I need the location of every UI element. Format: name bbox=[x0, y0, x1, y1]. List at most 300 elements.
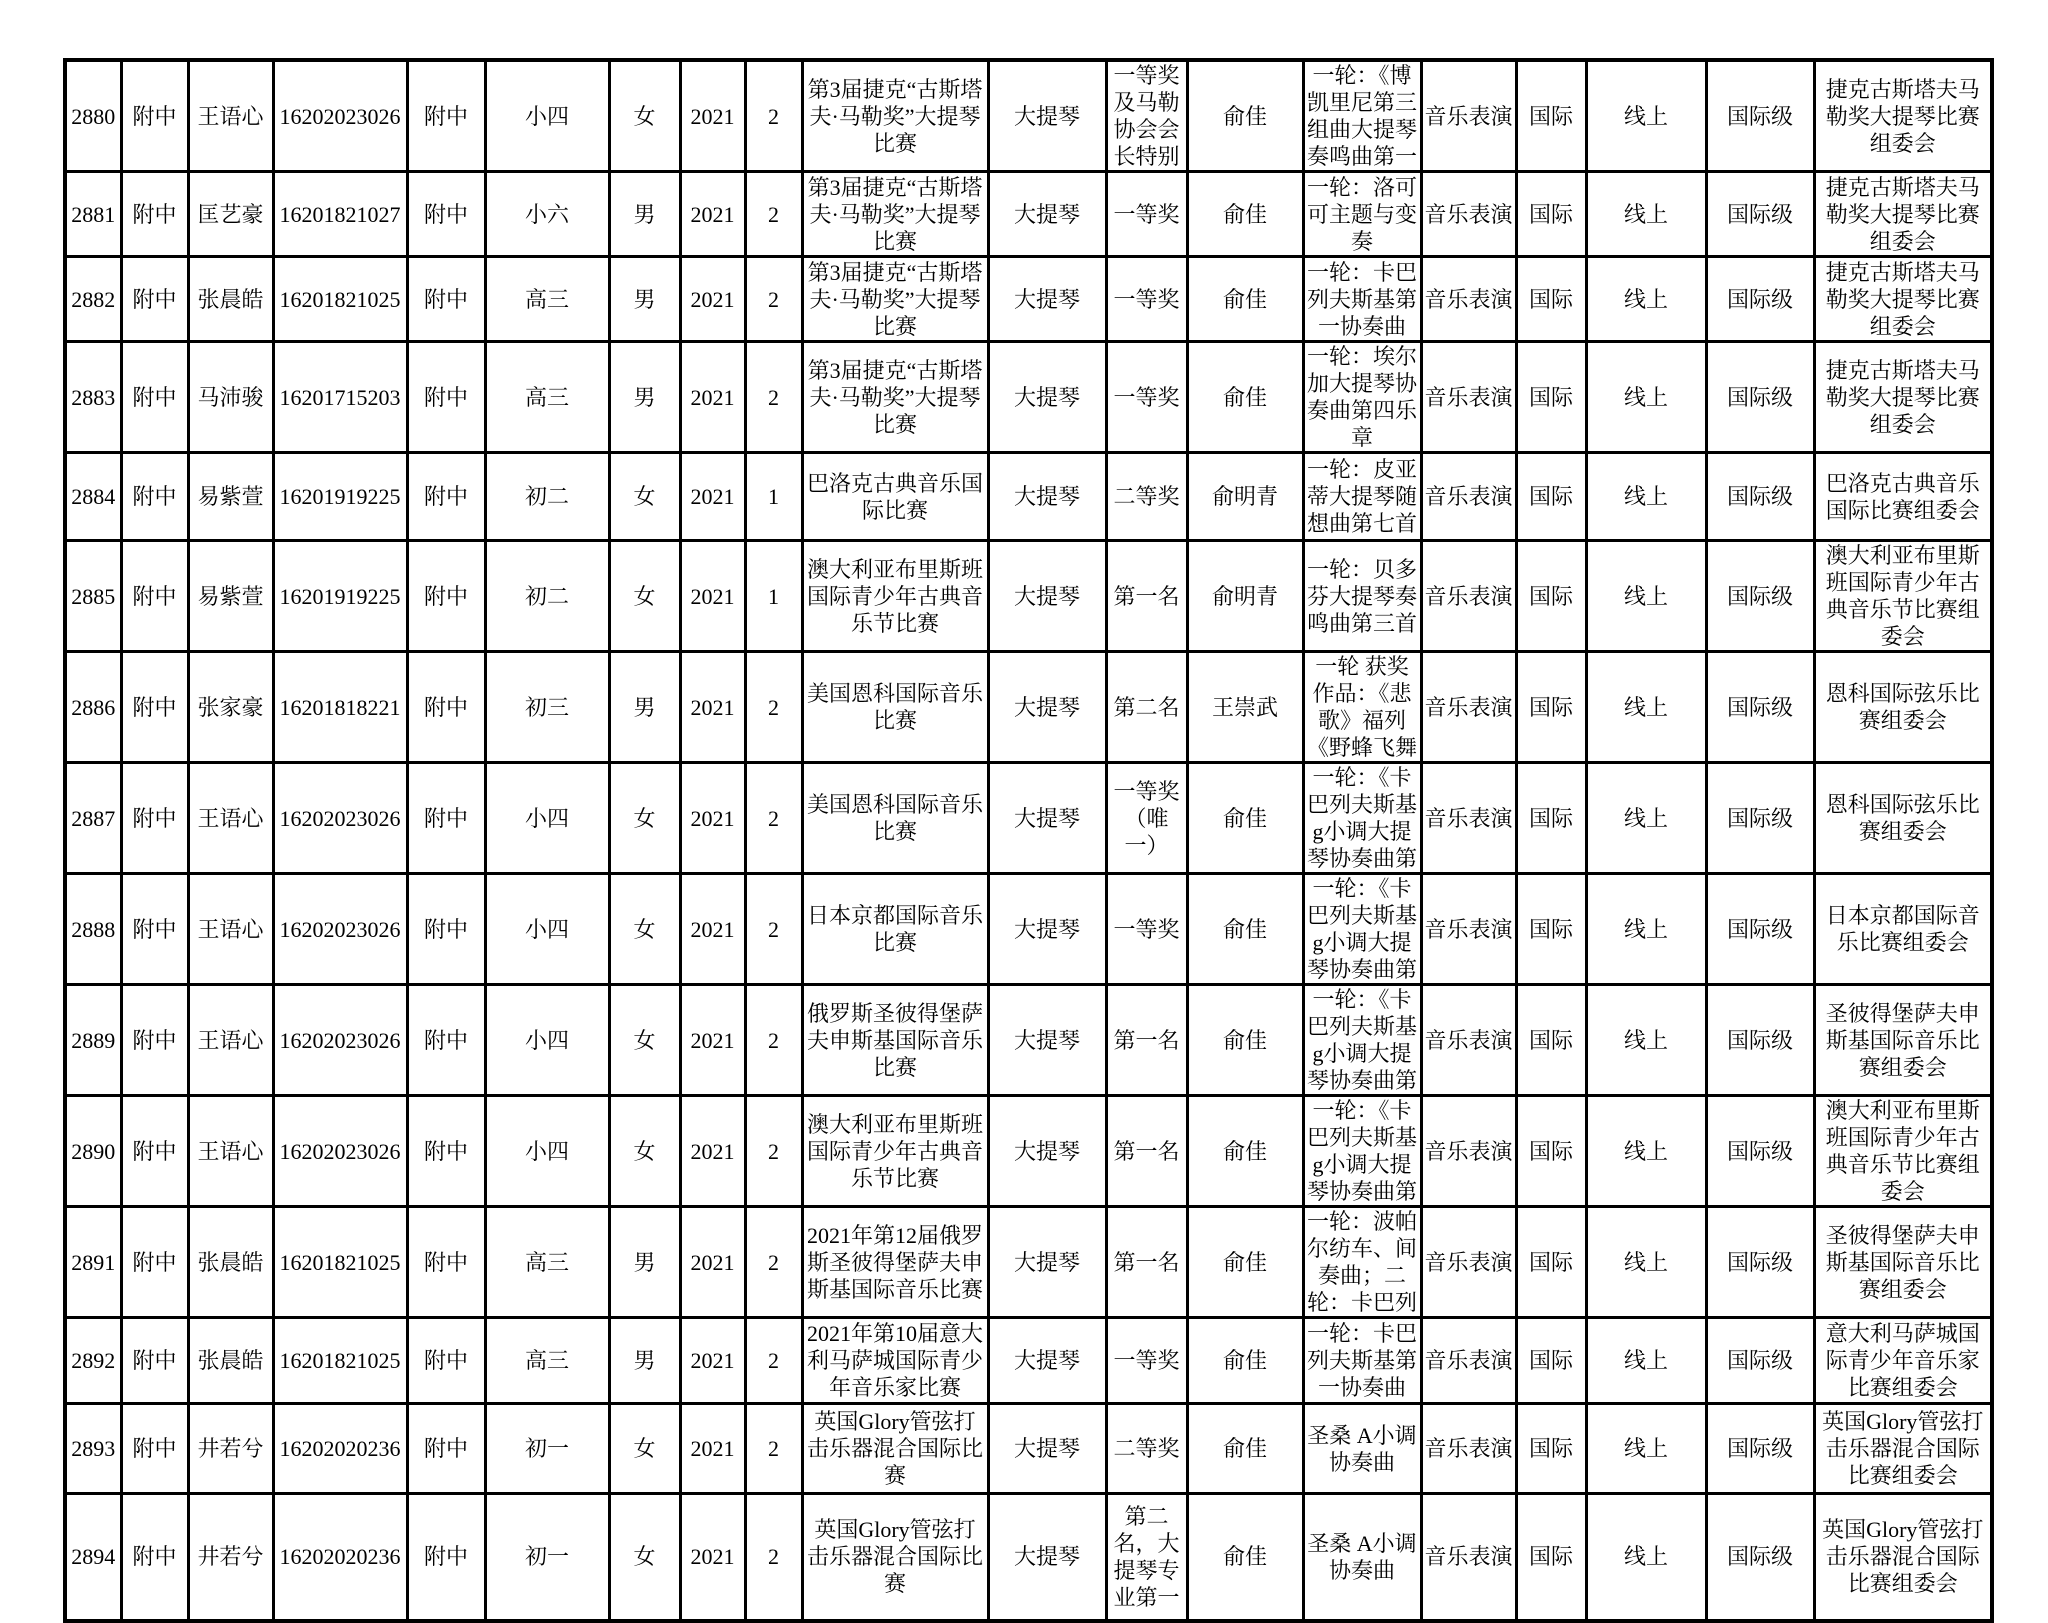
cell-seq: 2881 bbox=[65, 172, 121, 257]
cell-award: 二等奖 bbox=[1106, 453, 1187, 541]
cell-year: 2021 bbox=[680, 985, 745, 1096]
cell-scope: 国际 bbox=[1516, 60, 1586, 172]
cell-school-2: 附中 bbox=[407, 763, 485, 874]
cell-student-id: 16201821025 bbox=[273, 1318, 407, 1404]
cell-category: 音乐表演 bbox=[1421, 1207, 1516, 1318]
cell-competition: 美国恩科国际音乐比赛 bbox=[802, 652, 988, 763]
cell-award: 二等奖 bbox=[1106, 1404, 1187, 1494]
cell-scope: 国际 bbox=[1516, 985, 1586, 1096]
cell-school: 附中 bbox=[121, 763, 188, 874]
cell-school-2: 附中 bbox=[407, 257, 485, 342]
cell-competition: 第3届捷克“古斯塔夫·马勒奖”大提琴比赛 bbox=[802, 172, 988, 257]
cell-teacher: 俞佳 bbox=[1187, 342, 1303, 453]
table-row bbox=[65, 1207, 1992, 1318]
cell-seq: 2883 bbox=[65, 342, 121, 453]
cell-name: 易紫萱 bbox=[188, 453, 273, 541]
cell-student-id: 16201821027 bbox=[273, 172, 407, 257]
cell-count: 2 bbox=[745, 874, 802, 985]
cell-student-id: 16201821025 bbox=[273, 257, 407, 342]
cell-name: 张家豪 bbox=[188, 652, 273, 763]
cell-teacher: 王崇武 bbox=[1187, 652, 1303, 763]
records-table bbox=[63, 58, 1994, 1623]
cell-repertoire: 一轮：《卡巴列夫斯基g小调大提琴协奏曲第 bbox=[1303, 1096, 1421, 1207]
cell-name: 马沛骏 bbox=[188, 342, 273, 453]
cell-name: 王语心 bbox=[188, 60, 273, 172]
cell-school-2: 附中 bbox=[407, 1096, 485, 1207]
cell-repertoire: 一轮：埃尔加大提琴协奏曲第四乐章 bbox=[1303, 342, 1421, 453]
cell-competition: 美国恩科国际音乐比赛 bbox=[802, 763, 988, 874]
cell-year: 2021 bbox=[680, 652, 745, 763]
cell-name: 张晨皓 bbox=[188, 1318, 273, 1404]
cell-school: 附中 bbox=[121, 541, 188, 652]
cell-scope: 国际 bbox=[1516, 453, 1586, 541]
cell-gender: 女 bbox=[609, 1404, 680, 1494]
cell-repertoire: 一轮：《卡巴列夫斯基g小调大提琴协奏曲第 bbox=[1303, 763, 1421, 874]
cell-organizer: 捷克古斯塔夫马勒奖大提琴比赛组委会 bbox=[1814, 342, 1992, 453]
cell-instrument: 大提琴 bbox=[988, 342, 1106, 453]
cell-category: 音乐表演 bbox=[1421, 60, 1516, 172]
cell-year: 2021 bbox=[680, 1318, 745, 1404]
cell-repertoire: 圣桑 A小调协奏曲 bbox=[1303, 1494, 1421, 1621]
table-row bbox=[65, 763, 1992, 874]
cell-count: 2 bbox=[745, 985, 802, 1096]
cell-category: 音乐表演 bbox=[1421, 874, 1516, 985]
table-row bbox=[65, 172, 1992, 257]
cell-seq: 2889 bbox=[65, 985, 121, 1096]
cell-scope: 国际 bbox=[1516, 172, 1586, 257]
cell-organizer: 恩科国际弦乐比赛组委会 bbox=[1814, 763, 1992, 874]
cell-scope: 国际 bbox=[1516, 1318, 1586, 1404]
cell-student-id: 16201919225 bbox=[273, 541, 407, 652]
cell-year: 2021 bbox=[680, 541, 745, 652]
cell-organizer: 澳大利亚布里斯班国际青少年古典音乐节比赛组委会 bbox=[1814, 541, 1992, 652]
cell-award: 一等奖 bbox=[1106, 342, 1187, 453]
cell-competition: 澳大利亚布里斯班国际青少年古典音乐节比赛 bbox=[802, 1096, 988, 1207]
table-row bbox=[65, 652, 1992, 763]
cell-seq: 2894 bbox=[65, 1494, 121, 1621]
cell-count: 2 bbox=[745, 257, 802, 342]
cell-award: 第一名 bbox=[1106, 541, 1187, 652]
cell-school: 附中 bbox=[121, 1096, 188, 1207]
cell-mode: 线上 bbox=[1586, 1096, 1706, 1207]
cell-category: 音乐表演 bbox=[1421, 342, 1516, 453]
cell-count: 2 bbox=[745, 172, 802, 257]
cell-student-id: 16201919225 bbox=[273, 453, 407, 541]
cell-instrument: 大提琴 bbox=[988, 257, 1106, 342]
table-row bbox=[65, 342, 1992, 453]
cell-organizer: 恩科国际弦乐比赛组委会 bbox=[1814, 652, 1992, 763]
cell-repertoire: 一轮 获奖作品：《悲歌》福列《野蜂飞舞 bbox=[1303, 652, 1421, 763]
cell-count: 2 bbox=[745, 1404, 802, 1494]
cell-award: 第一名 bbox=[1106, 1207, 1187, 1318]
cell-grade: 初二 bbox=[485, 453, 609, 541]
cell-gender: 女 bbox=[609, 1096, 680, 1207]
cell-competition: 英国Glory管弦打击乐器混合国际比赛 bbox=[802, 1494, 988, 1621]
cell-instrument: 大提琴 bbox=[988, 1318, 1106, 1404]
cell-mode: 线上 bbox=[1586, 652, 1706, 763]
cell-student-id: 16202023026 bbox=[273, 1096, 407, 1207]
cell-level: 国际级 bbox=[1706, 985, 1814, 1096]
cell-scope: 国际 bbox=[1516, 342, 1586, 453]
cell-school: 附中 bbox=[121, 1318, 188, 1404]
cell-seq: 2884 bbox=[65, 453, 121, 541]
cell-school-2: 附中 bbox=[407, 541, 485, 652]
cell-instrument: 大提琴 bbox=[988, 1096, 1106, 1207]
cell-seq: 2885 bbox=[65, 541, 121, 652]
cell-category: 音乐表演 bbox=[1421, 172, 1516, 257]
cell-student-id: 16202023026 bbox=[273, 763, 407, 874]
cell-name: 张晨皓 bbox=[188, 1207, 273, 1318]
cell-year: 2021 bbox=[680, 257, 745, 342]
cell-teacher: 俞佳 bbox=[1187, 1207, 1303, 1318]
cell-count: 2 bbox=[745, 1318, 802, 1404]
cell-instrument: 大提琴 bbox=[988, 874, 1106, 985]
cell-school: 附中 bbox=[121, 60, 188, 172]
cell-competition: 巴洛克古典音乐国际比赛 bbox=[802, 453, 988, 541]
cell-gender: 女 bbox=[609, 874, 680, 985]
cell-award: 第一名 bbox=[1106, 1096, 1187, 1207]
cell-level: 国际级 bbox=[1706, 1318, 1814, 1404]
cell-grade: 初二 bbox=[485, 541, 609, 652]
cell-category: 音乐表演 bbox=[1421, 1318, 1516, 1404]
cell-teacher: 俞佳 bbox=[1187, 874, 1303, 985]
cell-teacher: 俞佳 bbox=[1187, 1096, 1303, 1207]
cell-school: 附中 bbox=[121, 453, 188, 541]
cell-teacher: 俞佳 bbox=[1187, 172, 1303, 257]
cell-level: 国际级 bbox=[1706, 874, 1814, 985]
cell-grade: 小四 bbox=[485, 1096, 609, 1207]
cell-school: 附中 bbox=[121, 172, 188, 257]
cell-grade: 高三 bbox=[485, 1318, 609, 1404]
cell-gender: 女 bbox=[609, 763, 680, 874]
cell-repertoire: 圣桑 A小调协奏曲 bbox=[1303, 1404, 1421, 1494]
cell-mode: 线上 bbox=[1586, 985, 1706, 1096]
cell-organizer: 巴洛克古典音乐国际比赛组委会 bbox=[1814, 453, 1992, 541]
cell-competition: 英国Glory管弦打击乐器混合国际比赛 bbox=[802, 1404, 988, 1494]
cell-school-2: 附中 bbox=[407, 1494, 485, 1621]
cell-level: 国际级 bbox=[1706, 1096, 1814, 1207]
cell-level: 国际级 bbox=[1706, 453, 1814, 541]
cell-mode: 线上 bbox=[1586, 257, 1706, 342]
cell-name: 王语心 bbox=[188, 1096, 273, 1207]
cell-repertoire: 一轮：贝多芬大提琴奏鸣曲第三首 bbox=[1303, 541, 1421, 652]
cell-competition: 2021年第12届俄罗斯圣彼得堡萨夫申斯基国际音乐比赛 bbox=[802, 1207, 988, 1318]
cell-award: 一等奖（唯一） bbox=[1106, 763, 1187, 874]
cell-school: 附中 bbox=[121, 1207, 188, 1318]
cell-grade: 初三 bbox=[485, 652, 609, 763]
cell-gender: 男 bbox=[609, 652, 680, 763]
cell-instrument: 大提琴 bbox=[988, 1207, 1106, 1318]
cell-grade: 小四 bbox=[485, 60, 609, 172]
table-row bbox=[65, 1318, 1992, 1404]
cell-teacher: 俞明青 bbox=[1187, 541, 1303, 652]
cell-scope: 国际 bbox=[1516, 763, 1586, 874]
cell-name: 井若兮 bbox=[188, 1494, 273, 1621]
cell-category: 音乐表演 bbox=[1421, 1404, 1516, 1494]
cell-teacher: 俞佳 bbox=[1187, 1318, 1303, 1404]
cell-count: 1 bbox=[745, 453, 802, 541]
cell-competition: 2021年第10届意大利马萨城国际青少年音乐家比赛 bbox=[802, 1318, 988, 1404]
cell-organizer: 捷克古斯塔夫马勒奖大提琴比赛组委会 bbox=[1814, 257, 1992, 342]
table-row bbox=[65, 453, 1992, 541]
cell-name: 易紫萱 bbox=[188, 541, 273, 652]
cell-count: 2 bbox=[745, 60, 802, 172]
cell-level: 国际级 bbox=[1706, 1404, 1814, 1494]
cell-mode: 线上 bbox=[1586, 1207, 1706, 1318]
cell-mode: 线上 bbox=[1586, 60, 1706, 172]
cell-name: 张晨皓 bbox=[188, 257, 273, 342]
cell-count: 2 bbox=[745, 652, 802, 763]
records-table-body bbox=[65, 60, 1992, 1621]
cell-award: 一等奖 bbox=[1106, 172, 1187, 257]
cell-gender: 男 bbox=[609, 1318, 680, 1404]
cell-school-2: 附中 bbox=[407, 342, 485, 453]
cell-category: 音乐表演 bbox=[1421, 453, 1516, 541]
cell-year: 2021 bbox=[680, 60, 745, 172]
cell-instrument: 大提琴 bbox=[988, 541, 1106, 652]
cell-organizer: 捷克古斯塔夫马勒奖大提琴比赛组委会 bbox=[1814, 60, 1992, 172]
cell-student-id: 16202020236 bbox=[273, 1404, 407, 1494]
cell-level: 国际级 bbox=[1706, 172, 1814, 257]
cell-scope: 国际 bbox=[1516, 1494, 1586, 1621]
cell-instrument: 大提琴 bbox=[988, 652, 1106, 763]
table-row bbox=[65, 985, 1992, 1096]
table-row bbox=[65, 541, 1992, 652]
cell-instrument: 大提琴 bbox=[988, 1404, 1106, 1494]
cell-count: 1 bbox=[745, 541, 802, 652]
cell-gender: 女 bbox=[609, 1494, 680, 1621]
table-row bbox=[65, 874, 1992, 985]
cell-student-id: 16202023026 bbox=[273, 874, 407, 985]
cell-category: 音乐表演 bbox=[1421, 1096, 1516, 1207]
cell-student-id: 16201818221 bbox=[273, 652, 407, 763]
cell-seq: 2893 bbox=[65, 1404, 121, 1494]
cell-school-2: 附中 bbox=[407, 172, 485, 257]
cell-scope: 国际 bbox=[1516, 874, 1586, 985]
cell-competition: 第3届捷克“古斯塔夫·马勒奖”大提琴比赛 bbox=[802, 257, 988, 342]
cell-category: 音乐表演 bbox=[1421, 763, 1516, 874]
cell-grade: 初一 bbox=[485, 1404, 609, 1494]
cell-year: 2021 bbox=[680, 172, 745, 257]
cell-organizer: 日本京都国际音乐比赛组委会 bbox=[1814, 874, 1992, 985]
cell-scope: 国际 bbox=[1516, 1404, 1586, 1494]
cell-year: 2021 bbox=[680, 342, 745, 453]
cell-teacher: 俞佳 bbox=[1187, 1404, 1303, 1494]
table-row bbox=[65, 1096, 1992, 1207]
cell-competition: 第3届捷克“古斯塔夫·马勒奖”大提琴比赛 bbox=[802, 60, 988, 172]
cell-instrument: 大提琴 bbox=[988, 1494, 1106, 1621]
cell-gender: 女 bbox=[609, 453, 680, 541]
cell-grade: 高三 bbox=[485, 257, 609, 342]
cell-grade: 小四 bbox=[485, 763, 609, 874]
cell-award: 一等奖 bbox=[1106, 1318, 1187, 1404]
cell-grade: 高三 bbox=[485, 342, 609, 453]
cell-organizer: 澳大利亚布里斯班国际青少年古典音乐节比赛组委会 bbox=[1814, 1096, 1992, 1207]
cell-level: 国际级 bbox=[1706, 1207, 1814, 1318]
cell-award: 第一名 bbox=[1106, 985, 1187, 1096]
table-row bbox=[65, 257, 1992, 342]
cell-school-2: 附中 bbox=[407, 1318, 485, 1404]
cell-mode: 线上 bbox=[1586, 453, 1706, 541]
cell-organizer: 英国Glory管弦打击乐器混合国际比赛组委会 bbox=[1814, 1494, 1992, 1621]
cell-level: 国际级 bbox=[1706, 652, 1814, 763]
cell-instrument: 大提琴 bbox=[988, 985, 1106, 1096]
table-row bbox=[65, 1494, 1992, 1621]
cell-mode: 线上 bbox=[1586, 1404, 1706, 1494]
cell-school: 附中 bbox=[121, 1494, 188, 1621]
cell-scope: 国际 bbox=[1516, 652, 1586, 763]
cell-level: 国际级 bbox=[1706, 541, 1814, 652]
cell-school: 附中 bbox=[121, 1404, 188, 1494]
cell-student-id: 16201821025 bbox=[273, 1207, 407, 1318]
cell-instrument: 大提琴 bbox=[988, 60, 1106, 172]
cell-school: 附中 bbox=[121, 342, 188, 453]
cell-repertoire: 一轮：《卡巴列夫斯基g小调大提琴协奏曲第 bbox=[1303, 874, 1421, 985]
cell-student-id: 16202023026 bbox=[273, 60, 407, 172]
cell-seq: 2880 bbox=[65, 60, 121, 172]
cell-teacher: 俞佳 bbox=[1187, 985, 1303, 1096]
cell-name: 王语心 bbox=[188, 874, 273, 985]
cell-school-2: 附中 bbox=[407, 985, 485, 1096]
cell-seq: 2892 bbox=[65, 1318, 121, 1404]
cell-gender: 男 bbox=[609, 257, 680, 342]
cell-mode: 线上 bbox=[1586, 541, 1706, 652]
cell-instrument: 大提琴 bbox=[988, 453, 1106, 541]
cell-year: 2021 bbox=[680, 874, 745, 985]
cell-repertoire: 一轮：《卡巴列夫斯基g小调大提琴协奏曲第 bbox=[1303, 985, 1421, 1096]
cell-level: 国际级 bbox=[1706, 763, 1814, 874]
cell-school: 附中 bbox=[121, 257, 188, 342]
cell-year: 2021 bbox=[680, 1404, 745, 1494]
cell-gender: 女 bbox=[609, 985, 680, 1096]
cell-school: 附中 bbox=[121, 874, 188, 985]
cell-school-2: 附中 bbox=[407, 453, 485, 541]
cell-school-2: 附中 bbox=[407, 1207, 485, 1318]
cell-student-id: 16201715203 bbox=[273, 342, 407, 453]
cell-gender: 女 bbox=[609, 60, 680, 172]
cell-seq: 2888 bbox=[65, 874, 121, 985]
cell-level: 国际级 bbox=[1706, 1494, 1814, 1621]
cell-school-2: 附中 bbox=[407, 60, 485, 172]
cell-gender: 女 bbox=[609, 541, 680, 652]
cell-seq: 2886 bbox=[65, 652, 121, 763]
cell-level: 国际级 bbox=[1706, 342, 1814, 453]
cell-school: 附中 bbox=[121, 652, 188, 763]
cell-level: 国际级 bbox=[1706, 257, 1814, 342]
cell-school-2: 附中 bbox=[407, 652, 485, 763]
cell-award: 一等奖及马勒协会会长特别 bbox=[1106, 60, 1187, 172]
cell-category: 音乐表演 bbox=[1421, 541, 1516, 652]
cell-award: 一等奖 bbox=[1106, 874, 1187, 985]
cell-seq: 2882 bbox=[65, 257, 121, 342]
cell-name: 王语心 bbox=[188, 763, 273, 874]
cell-repertoire: 一轮：波帕尔纺车、间奏曲；二轮：卡巴列 bbox=[1303, 1207, 1421, 1318]
cell-school: 附中 bbox=[121, 985, 188, 1096]
cell-category: 音乐表演 bbox=[1421, 1494, 1516, 1621]
cell-gender: 男 bbox=[609, 172, 680, 257]
cell-repertoire: 一轮：洛可可主题与变奏 bbox=[1303, 172, 1421, 257]
cell-count: 2 bbox=[745, 342, 802, 453]
cell-teacher: 俞佳 bbox=[1187, 763, 1303, 874]
cell-year: 2021 bbox=[680, 1207, 745, 1318]
cell-repertoire: 一轮：《博凯里尼第三组曲大提琴奏鸣曲第一 bbox=[1303, 60, 1421, 172]
cell-grade: 小六 bbox=[485, 172, 609, 257]
cell-award: 第二名 bbox=[1106, 652, 1187, 763]
cell-instrument: 大提琴 bbox=[988, 763, 1106, 874]
cell-seq: 2891 bbox=[65, 1207, 121, 1318]
cell-scope: 国际 bbox=[1516, 541, 1586, 652]
cell-category: 音乐表演 bbox=[1421, 652, 1516, 763]
cell-category: 音乐表演 bbox=[1421, 257, 1516, 342]
cell-repertoire: 一轮：卡巴列夫斯基第一协奏曲 bbox=[1303, 1318, 1421, 1404]
cell-student-id: 16202023026 bbox=[273, 985, 407, 1096]
cell-mode: 线上 bbox=[1586, 1318, 1706, 1404]
cell-category: 音乐表演 bbox=[1421, 985, 1516, 1096]
cell-level: 国际级 bbox=[1706, 60, 1814, 172]
cell-organizer: 捷克古斯塔夫马勒奖大提琴比赛组委会 bbox=[1814, 172, 1992, 257]
cell-mode: 线上 bbox=[1586, 1494, 1706, 1621]
cell-count: 2 bbox=[745, 763, 802, 874]
cell-teacher: 俞佳 bbox=[1187, 60, 1303, 172]
cell-year: 2021 bbox=[680, 1494, 745, 1621]
cell-gender: 男 bbox=[609, 342, 680, 453]
cell-scope: 国际 bbox=[1516, 257, 1586, 342]
cell-mode: 线上 bbox=[1586, 342, 1706, 453]
cell-grade: 高三 bbox=[485, 1207, 609, 1318]
cell-seq: 2890 bbox=[65, 1096, 121, 1207]
cell-mode: 线上 bbox=[1586, 763, 1706, 874]
cell-award: 第二名，大提琴专业第一 bbox=[1106, 1494, 1187, 1621]
cell-student-id: 16202020236 bbox=[273, 1494, 407, 1621]
cell-count: 2 bbox=[745, 1207, 802, 1318]
cell-count: 2 bbox=[745, 1494, 802, 1621]
cell-organizer: 圣彼得堡萨夫申斯基国际音乐比赛组委会 bbox=[1814, 985, 1992, 1096]
cell-competition: 澳大利亚布里斯班国际青少年古典音乐节比赛 bbox=[802, 541, 988, 652]
cell-name: 井若兮 bbox=[188, 1404, 273, 1494]
cell-school-2: 附中 bbox=[407, 874, 485, 985]
cell-name: 王语心 bbox=[188, 985, 273, 1096]
cell-competition: 第3届捷克“古斯塔夫·马勒奖”大提琴比赛 bbox=[802, 342, 988, 453]
cell-school-2: 附中 bbox=[407, 1404, 485, 1494]
cell-gender: 男 bbox=[609, 1207, 680, 1318]
cell-grade: 小四 bbox=[485, 985, 609, 1096]
cell-repertoire: 一轮：卡巴列夫斯基第一协奏曲 bbox=[1303, 257, 1421, 342]
cell-mode: 线上 bbox=[1586, 172, 1706, 257]
table-row bbox=[65, 60, 1992, 172]
cell-scope: 国际 bbox=[1516, 1096, 1586, 1207]
cell-year: 2021 bbox=[680, 453, 745, 541]
cell-name: 匡艺豪 bbox=[188, 172, 273, 257]
cell-repertoire: 一轮：皮亚蒂大提琴随想曲第七首 bbox=[1303, 453, 1421, 541]
cell-grade: 初一 bbox=[485, 1494, 609, 1621]
cell-competition: 俄罗斯圣彼得堡萨夫申斯基国际音乐比赛 bbox=[802, 985, 988, 1096]
cell-count: 2 bbox=[745, 1096, 802, 1207]
cell-organizer: 意大利马萨城国际青少年音乐家比赛组委会 bbox=[1814, 1318, 1992, 1404]
cell-teacher: 俞佳 bbox=[1187, 1494, 1303, 1621]
cell-mode: 线上 bbox=[1586, 874, 1706, 985]
cell-competition: 日本京都国际音乐比赛 bbox=[802, 874, 988, 985]
cell-scope: 国际 bbox=[1516, 1207, 1586, 1318]
cell-award: 一等奖 bbox=[1106, 257, 1187, 342]
cell-year: 2021 bbox=[680, 763, 745, 874]
cell-teacher: 俞佳 bbox=[1187, 257, 1303, 342]
cell-year: 2021 bbox=[680, 1096, 745, 1207]
cell-organizer: 英国Glory管弦打击乐器混合国际比赛组委会 bbox=[1814, 1404, 1992, 1494]
cell-organizer: 圣彼得堡萨夫申斯基国际音乐比赛组委会 bbox=[1814, 1207, 1992, 1318]
cell-instrument: 大提琴 bbox=[988, 172, 1106, 257]
cell-seq: 2887 bbox=[65, 763, 121, 874]
cell-grade: 小四 bbox=[485, 874, 609, 985]
